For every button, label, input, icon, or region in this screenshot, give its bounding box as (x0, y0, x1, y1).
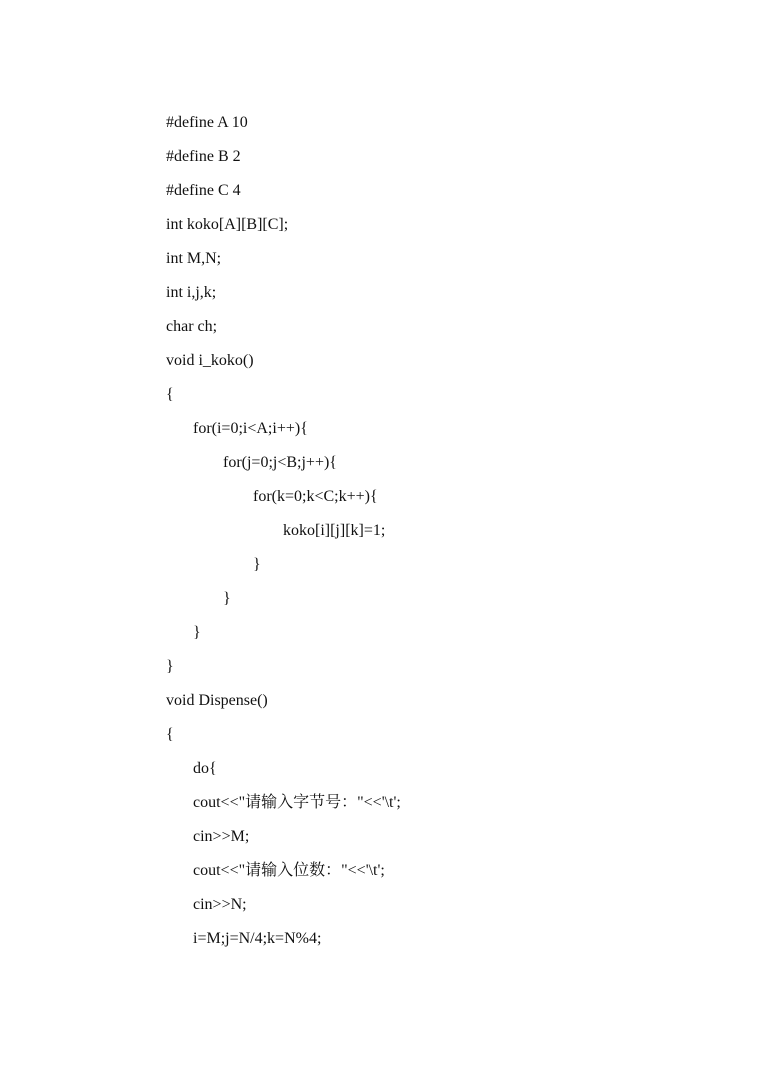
code-line-close-brace: } (193, 624, 201, 641)
code-line-close-brace: } (223, 590, 231, 607)
code-line-for-k: for(k=0;k<C;k++){ (253, 488, 378, 505)
code-line-cout-byte-prompt: cout<<"请输入字节号："<<'\t'; (193, 794, 401, 811)
code-line-cout-bit-prompt: cout<<"请输入位数："<<'\t'; (193, 862, 385, 879)
code-line-for-j: for(j=0;j<B;j++){ (223, 454, 337, 471)
code-line-close-brace: } (166, 658, 174, 675)
code-line-ijk-declaration: int i,j,k; (166, 284, 217, 301)
code-line-open-brace: { (166, 726, 174, 743)
code-line-define-a: #define A 10 (166, 114, 248, 131)
code-line-do: do{ (193, 760, 217, 777)
code-line-mn-declaration: int M,N; (166, 250, 222, 267)
code-line-open-brace: { (166, 386, 174, 403)
code-line-assign-ijk: i=M;j=N/4;k=N%4; (193, 930, 322, 947)
code-line-cin-m: cin>>M; (193, 828, 250, 845)
code-line-ch-declaration: char ch; (166, 318, 218, 335)
code-line-define-c: #define C 4 (166, 182, 241, 199)
code-line-i-koko-signature: void i_koko() (166, 352, 254, 369)
code-line-for-i: for(i=0;i<A;i++){ (193, 420, 308, 437)
code-listing (166, 112, 401, 962)
code-line-dispense-signature: void Dispense() (166, 692, 268, 709)
code-line-define-b: #define B 2 (166, 148, 241, 165)
code-line-close-brace: } (253, 556, 261, 573)
code-line-cin-n: cin>>N; (193, 896, 247, 913)
code-line-assign-koko: koko[i][j][k]=1; (283, 522, 386, 539)
code-line-koko-declaration: int koko[A][B][C]; (166, 216, 289, 233)
